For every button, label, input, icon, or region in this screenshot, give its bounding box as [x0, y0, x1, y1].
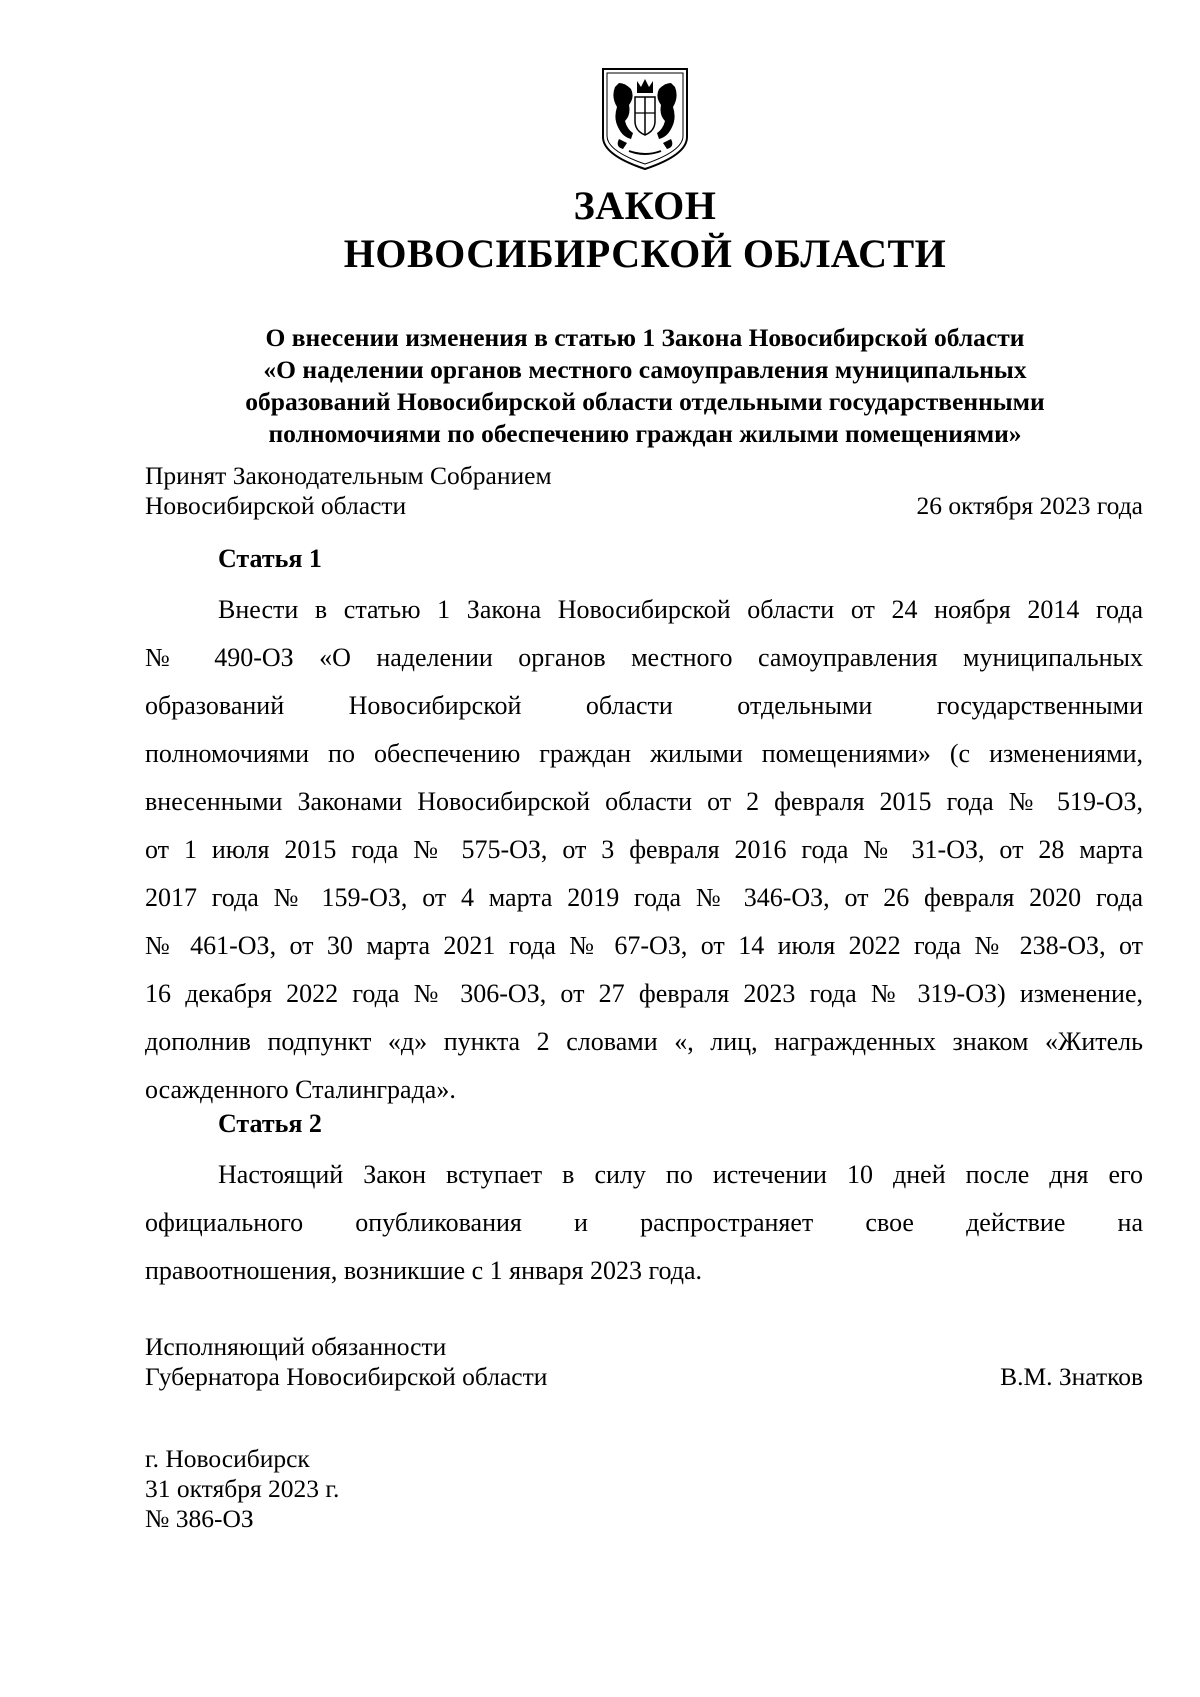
- region-title: НОВОСИБИРСКОЙ ОБЛАСТИ: [343, 231, 947, 276]
- article-1-line: образований Новосибирской области отдельными государственными: [145, 691, 1143, 720]
- signing-date: 31 октября 2023 г.: [145, 1474, 340, 1503]
- article-1-line: 2017 года № 159-ОЗ, от 4 марта 2019 года № 346-ОЗ, от 26 февраля 2020 года: [145, 883, 1143, 912]
- adoption-line-2: Новосибирской области: [145, 491, 407, 520]
- article-2-heading: Статья 2: [218, 1109, 322, 1138]
- article-2-line: правоотношения, возникшие с 1 января 2023 года.: [145, 1256, 703, 1285]
- adoption-line-1: Принят Законодательным Собранием: [145, 461, 552, 490]
- law-subject: [140, 322, 1150, 450]
- article-1-text: [145, 594, 1143, 1122]
- article-1-line: Внести в статью 1 Закона Новосибирской области от 24 ноября 2014 года: [218, 595, 1143, 624]
- article-1-line: 16 декабря 2022 года № 306-ОЗ, от 27 февраля 2023 года № 319-ОЗ) изменение,: [145, 979, 1143, 1008]
- article-1-line: № 461-ОЗ, от 30 марта 2021 года № 67-ОЗ, от 14 июля 2022 года № 238-ОЗ, от: [145, 931, 1143, 960]
- subject-line: полномочиями по обеспечению граждан жилыми помещениями»: [268, 419, 1022, 448]
- signatory-title-line-1: Исполняющий обязанности: [145, 1332, 447, 1361]
- article-1-line: внесенными Законами Новосибирской области от 2 февраля 2015 года № 519-ОЗ,: [145, 787, 1143, 816]
- adoption-date: 26 октября 2023 года: [916, 491, 1143, 520]
- document-type-title: ЗАКОН: [573, 183, 717, 228]
- article-2-line: Настоящий Закон вступает в силу по истечении 10 дней после дня его: [218, 1160, 1143, 1189]
- signatory-title-line-2: Губернатора Новосибирской области: [145, 1362, 548, 1391]
- subject-line: О внесении изменения в статью 1 Закона Новосибирской области: [265, 323, 1025, 352]
- signatory-name: В.М. Знатков: [1000, 1362, 1143, 1391]
- article-1-heading: Статья 1: [218, 544, 322, 573]
- article-2-line: официального опубликования и распространяет свое действие на: [145, 1208, 1143, 1237]
- article-2-text: [145, 1159, 1143, 1303]
- place-of-signing: г. Новосибирск: [145, 1444, 310, 1473]
- law-number: № 386-ОЗ: [145, 1504, 254, 1533]
- article-1-line: полномочиями по обеспечению граждан жилыми помещениями» (с изменениями,: [145, 739, 1143, 768]
- article-1-line: дополнив подпункт «д» пункта 2 словами «, лиц, награжденных знаком «Житель: [145, 1027, 1143, 1056]
- subject-line: образований Новосибирской области отдельными государственными: [245, 387, 1045, 416]
- article-1-line: от 1 июля 2015 года № 575-ОЗ, от 3 февраля 2016 года № 31-ОЗ, от 28 марта: [145, 835, 1143, 864]
- article-1-line: осажденного Сталинграда».: [145, 1075, 456, 1104]
- coat-of-arms-emblem: [601, 67, 689, 171]
- article-1-line: № 490-ОЗ «О наделении органов местного самоуправления муниципальных: [145, 643, 1143, 672]
- subject-line: «О наделении органов местного самоуправления муниципальных: [263, 355, 1027, 384]
